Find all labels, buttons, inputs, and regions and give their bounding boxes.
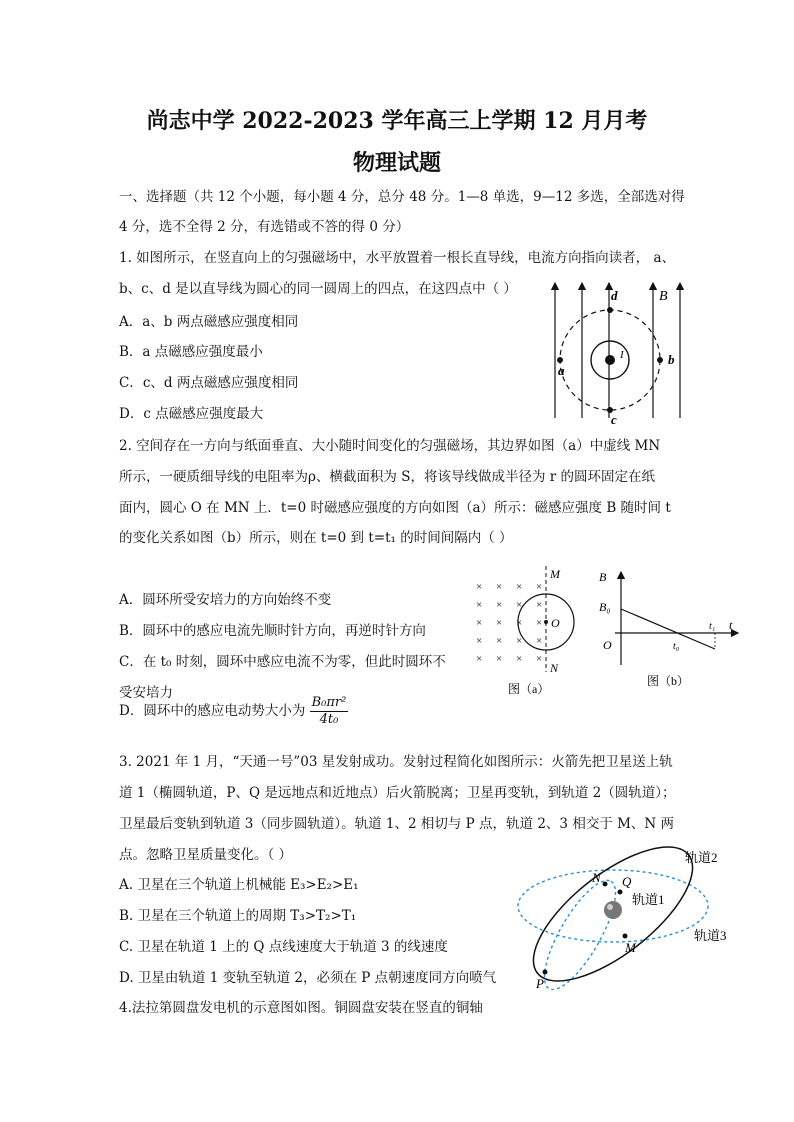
label-B: B — [599, 570, 607, 584]
figure-b-caption: 图（b） — [647, 674, 690, 688]
label-orbit3: 轨道3 — [694, 928, 727, 943]
exam-subtitle: 物理试题 — [352, 150, 441, 176]
cross-mark: × — [476, 599, 483, 611]
exam-title: 尚志中学 2022-2023 学年高三上学期 12 月月考 — [146, 108, 648, 134]
point-N — [603, 882, 608, 887]
q2-option-c-line2: 受安培力 — [119, 685, 173, 701]
point-d — [607, 307, 613, 313]
label-t0: t₀ — [673, 641, 680, 652]
cross-mark: × — [516, 581, 523, 593]
cross-mark: × — [496, 653, 503, 665]
q3-option-d: D. 卫星由轨道 1 变轨至轨道 2，必须在 P 点朝速度同方向喷气 — [119, 970, 497, 986]
cross-mark: × — [516, 653, 523, 665]
label-B: B — [659, 289, 668, 304]
label-orbit1: 轨道1 — [632, 892, 665, 907]
label-t1: t₁ — [709, 621, 716, 632]
earth — [604, 901, 622, 919]
cross-mark: × — [516, 635, 523, 647]
cross-mark: × — [476, 581, 483, 593]
label-N: N — [592, 870, 601, 885]
label-I: I — [620, 349, 624, 361]
cross-mark: × — [496, 635, 503, 647]
q1-option-d: D．c 点磁感应强度最大 — [119, 406, 264, 422]
cross-mark: × — [476, 635, 483, 647]
label-N: N — [550, 661, 559, 675]
q4-stem-line1: 4.法拉第圆盘发电机的示意图如图。铜圆盘安装在竖直的铜轴 — [119, 1000, 483, 1016]
q3-orbit-figure — [510, 840, 770, 990]
cross-mark: × — [496, 599, 503, 611]
q3-stem-line2: 道 1（椭圆轨道，P、Q 是远地点和近地点）后火箭脱离；卫星再变轨，到轨道 2（圆轨道）； — [119, 785, 676, 801]
q2-stem-line4: 的变化关系如图（b）所示，则在 t=0 到 t=t₁ 的时间间隔内（ ） — [119, 530, 513, 546]
q3-stem-line4: 点。忽略卫星质量变化。（ ） — [119, 847, 293, 863]
label-M: M — [550, 567, 560, 581]
q3-option-b: B. 卫星在三个轨道上的周期 T₃>T₂>T₁ — [119, 908, 357, 924]
label-c: c — [611, 412, 617, 427]
point-M — [623, 934, 628, 939]
label-b: b — [668, 352, 675, 367]
cross-mark: × — [496, 617, 503, 629]
label-orbit2: 轨道2 — [685, 850, 718, 865]
cross-mark: × — [496, 581, 503, 593]
label-P: P — [536, 976, 544, 990]
q2-figure-a — [468, 560, 588, 700]
formula-denominator: 4t₀ — [319, 712, 339, 727]
cross-mark: × — [536, 617, 543, 629]
label-d: d — [611, 288, 618, 303]
q3-stem-line1: 3. 2021 年 1 月，“天通一号”03 星发射成功。发射过程简化如图所示：火箭先把卫星送上轨 — [119, 754, 673, 770]
q2-option-b: B．圆环中的感应电流先顺时针方向，再逆时针方向 — [119, 623, 426, 639]
q1-magnetic-field-figure — [545, 278, 695, 428]
q2-option-a: A．圆环所受安培力的方向始终不变 — [119, 592, 332, 608]
label-t: t — [729, 618, 733, 632]
cross-mark: × — [476, 653, 483, 665]
q2-stem-line1: 2. 空间存在一方向与纸面垂直、大小随时间变化的匀强磁场，其边界如图（a）中虚线 MN — [119, 438, 661, 454]
center-o — [544, 620, 548, 624]
label-a: a — [558, 363, 565, 378]
label-B0: B₀ — [599, 600, 611, 614]
q1-stem-line2: b、c、d 是以直导线为圆心的同一圆周上的四点，在这四点中（ ） — [119, 281, 517, 297]
q1-option-b: B．a 点磁感应强度最小 — [119, 344, 263, 360]
section-instructions-line1: 一、选择题（共 12 个小题，每小题 4 分，总分 48 分。1—8 单选，9—12 多选，全部选对得 — [119, 189, 685, 205]
label-O: O — [603, 638, 612, 652]
q2-emf-formula — [310, 695, 349, 728]
cross-mark: × — [476, 617, 483, 629]
q2-stem-line2: 所示，一硬质细导线的电阻率为ρ、横截面积为 S，将该导线做成半径为 r 的圆环固定在纸 — [119, 469, 656, 485]
q2-figure-b — [595, 565, 745, 695]
q2-option-d-text: D．圆环中的感应电动势大小为 — [119, 703, 306, 719]
wire-dot — [605, 355, 615, 365]
q1-stem-line1: 1. 如图所示，在竖直向上的匀强磁场中，水平放置着一根长直导线，电流方向指向读者， a、 — [119, 250, 676, 266]
cross-mark: × — [536, 581, 543, 593]
q2-option-c-line1: C．在 t₀ 时刻，圆环中感应电流不为零，但此时圆环不 — [119, 654, 446, 670]
q3-option-a: A. 卫星在三个轨道上机械能 E₃>E₂>E₁ — [119, 877, 359, 893]
q3-stem-line3: 卫星最后变轨到轨道 3（同步圆轨道）。轨道 1、2 相切与 P 点，轨道 2、3 相交于 M、N 两 — [119, 816, 675, 832]
q1-option-a: A．a、b 两点磁感应强度相同 — [119, 314, 299, 330]
label-M: M — [625, 940, 636, 955]
field-lines — [555, 286, 680, 418]
figure-a-caption: 图（a） — [508, 682, 550, 696]
q2-option-d — [119, 694, 348, 728]
cross-mark: × — [536, 599, 543, 611]
field-cross-marks — [476, 581, 542, 665]
q3-option-c: C. 卫星在轨道 1 上的 Q 点线速度大于轨道 3 的线速度 — [119, 939, 448, 955]
point-Q — [618, 890, 623, 895]
cross-mark: × — [536, 635, 543, 647]
label-Q: Q — [622, 874, 632, 889]
point-P — [543, 970, 548, 975]
section-instructions-line2: 4 分，选不全得 2 分，有选错或不答的得 0 分） — [119, 219, 410, 235]
label-O: O — [551, 616, 560, 630]
cross-mark: × — [536, 653, 543, 665]
b-t-graph-line — [621, 609, 715, 649]
q2-stem-line3: 面内，圆心 O 在 MN 上．t=0 时磁感应强度的方向如图（a）所示：磁感应强度 B 随时间 t — [119, 500, 671, 516]
earth-highlight — [607, 904, 613, 910]
point-b — [657, 357, 663, 363]
cross-mark: × — [516, 617, 523, 629]
formula-numerator: B₀πr² — [311, 695, 347, 710]
cross-mark: × — [516, 599, 523, 611]
q1-option-c: C．c、d 两点磁感应强度相同 — [119, 375, 299, 391]
